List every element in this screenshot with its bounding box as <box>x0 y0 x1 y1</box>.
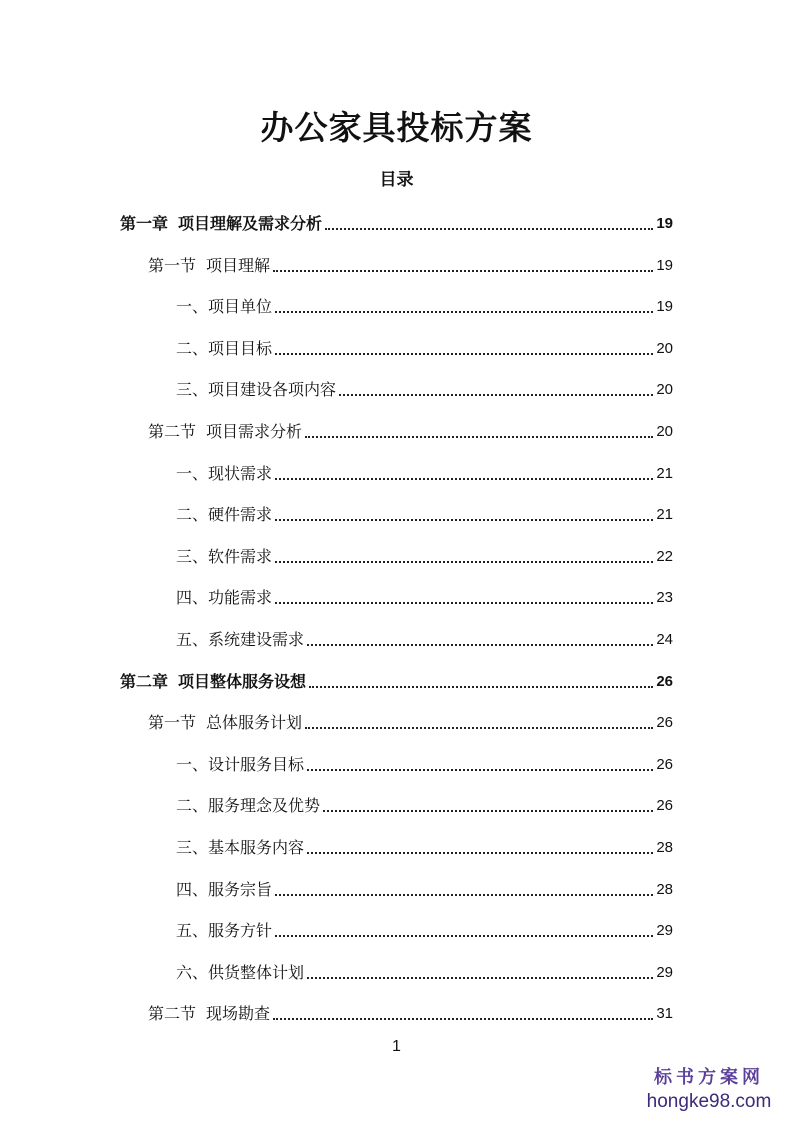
toc-entry-label: 二、项目目标 <box>176 338 273 358</box>
toc-entry-label: 总体服务计划 <box>206 713 303 733</box>
toc-entry[interactable] <box>176 829 673 859</box>
document-title: 办公家具投标方案 <box>260 108 533 147</box>
toc-entry-title <box>176 920 272 942</box>
toc-entry[interactable] <box>148 704 673 734</box>
dot-leader <box>275 561 653 563</box>
toc-entry-label: 五、系统建设需求 <box>176 630 305 649</box>
toc-entry-page: 26 <box>656 755 673 773</box>
toc-entry-title <box>148 421 302 443</box>
toc-entry[interactable] <box>176 288 673 318</box>
toc-entry-label: 项目需求分析 <box>206 422 303 441</box>
dot-leader <box>307 977 653 979</box>
toc-entry[interactable] <box>148 995 673 1025</box>
toc-entry-title <box>176 879 272 901</box>
dot-leader <box>275 894 653 896</box>
toc-entry[interactable] <box>176 746 673 776</box>
toc-entry[interactable] <box>176 455 673 485</box>
toc-entry-title <box>176 837 304 859</box>
toc-entry-number: 第二节 <box>148 1004 197 1024</box>
toc-entry-label: 现场勘查 <box>206 1004 271 1024</box>
toc-entry-page: 20 <box>656 339 673 357</box>
dot-leader <box>275 935 653 937</box>
toc-entry[interactable] <box>120 663 673 693</box>
toc-entry-label: 五、服务方针 <box>176 921 273 941</box>
toc-entry-page: 20 <box>656 381 673 399</box>
toc-entry-label: 项目理解 <box>206 255 271 275</box>
toc-entry-label: 项目理解及需求分析 <box>178 214 323 233</box>
toc-entry-page: 19 <box>656 215 673 232</box>
dot-leader <box>307 852 653 854</box>
dot-leader <box>307 644 653 646</box>
toc-entry-page: 26 <box>656 797 673 815</box>
toc-entry[interactable] <box>176 787 673 817</box>
dot-leader <box>273 1018 653 1020</box>
toc-entry-page: 21 <box>656 506 673 524</box>
toc-entry[interactable] <box>120 205 673 235</box>
toc-entry-title <box>148 1003 270 1025</box>
dot-leader <box>275 353 653 355</box>
toc-entry-number: 第一章 <box>120 214 169 233</box>
toc-entry[interactable] <box>176 538 673 568</box>
toc-entry-page: 19 <box>656 256 673 274</box>
toc-entry-page: 19 <box>656 298 673 316</box>
toc-entry-title <box>120 213 322 235</box>
toc-entry-page: 23 <box>656 589 673 607</box>
toc-entry-label: 一、设计服务目标 <box>176 754 305 774</box>
toc-entry-page: 31 <box>656 1005 673 1023</box>
toc-entry-title <box>176 504 272 526</box>
toc-entry-title <box>176 338 272 360</box>
toc-entry-label: 四、服务宗旨 <box>176 879 273 899</box>
toc-entry-title <box>176 962 304 984</box>
toc-entry-number: 第二章 <box>120 671 169 691</box>
toc-entry-page: 21 <box>656 464 673 482</box>
toc-entry-page: 20 <box>656 423 673 440</box>
dot-leader <box>325 228 653 230</box>
watermark-site-name: 标书方案网 <box>654 1067 764 1088</box>
dot-leader <box>275 519 653 521</box>
toc-entry[interactable] <box>176 330 673 360</box>
toc-entry[interactable] <box>148 247 673 277</box>
toc-entry-title <box>148 255 270 277</box>
toc-entry-page: 29 <box>656 922 673 940</box>
toc-entry-title <box>176 463 272 485</box>
toc-entry-label: 一、现状需求 <box>176 463 273 483</box>
toc-entry[interactable] <box>176 579 673 609</box>
toc-entry-number: 第一节 <box>148 713 197 733</box>
toc-entry-page: 26 <box>656 714 673 732</box>
dot-leader <box>275 478 653 480</box>
toc-entry-title <box>176 379 336 401</box>
toc-entry-label: 六、供货整体计划 <box>176 962 305 982</box>
toc-entry-label: 三、项目建设各项内容 <box>176 380 337 400</box>
toc-entry-label: 四、功能需求 <box>176 588 273 608</box>
toc-entry-label: 项目整体服务设想 <box>178 671 307 691</box>
toc-entry-title <box>148 712 302 734</box>
toc-entry-title <box>176 546 272 568</box>
dot-leader <box>323 810 653 812</box>
page-number: 1 <box>392 1038 401 1055</box>
toc-entry-title <box>176 296 272 318</box>
dot-leader <box>309 686 653 688</box>
toc-entry[interactable] <box>176 871 673 901</box>
dot-leader <box>305 436 653 438</box>
toc-entry-page: 24 <box>656 631 673 648</box>
toc-entry-label: 一、项目单位 <box>176 297 273 317</box>
toc-entry-number: 第二节 <box>148 422 197 441</box>
dot-leader <box>307 769 653 771</box>
toc-entry[interactable] <box>176 912 673 942</box>
toc-entry-title <box>176 629 304 651</box>
toc-entry-title <box>176 587 272 609</box>
dot-leader <box>275 311 653 313</box>
dot-leader <box>273 270 653 272</box>
toc-heading: 目录 <box>379 170 414 190</box>
toc-entry-title <box>176 795 320 817</box>
toc-entry[interactable] <box>176 496 673 526</box>
dot-leader <box>275 602 653 604</box>
toc-entry-page: 26 <box>656 672 673 690</box>
toc-entry[interactable] <box>176 371 673 401</box>
toc-entry-number: 第一节 <box>148 255 197 275</box>
toc-entry[interactable] <box>148 413 673 443</box>
toc-entry[interactable] <box>176 954 673 984</box>
toc-entry-title <box>176 754 304 776</box>
toc-entry-page: 28 <box>656 880 673 898</box>
toc-entry-page: 22 <box>656 547 673 565</box>
toc-entry-title <box>120 671 306 693</box>
watermark-url: hongke98.com <box>646 1091 772 1112</box>
watermark-logo <box>639 1066 779 1114</box>
toc-entry-label: 三、基本服务内容 <box>176 838 305 857</box>
toc-entry-label: 二、服务理念及优势 <box>176 796 321 816</box>
toc-entry-page: 28 <box>656 839 673 856</box>
toc-entry-label: 三、软件需求 <box>176 546 273 566</box>
dot-leader <box>339 394 653 396</box>
dot-leader <box>305 727 653 729</box>
toc-entry-page: 29 <box>656 963 673 981</box>
toc-entry-label: 二、硬件需求 <box>176 505 273 525</box>
toc-entry[interactable] <box>176 621 673 651</box>
